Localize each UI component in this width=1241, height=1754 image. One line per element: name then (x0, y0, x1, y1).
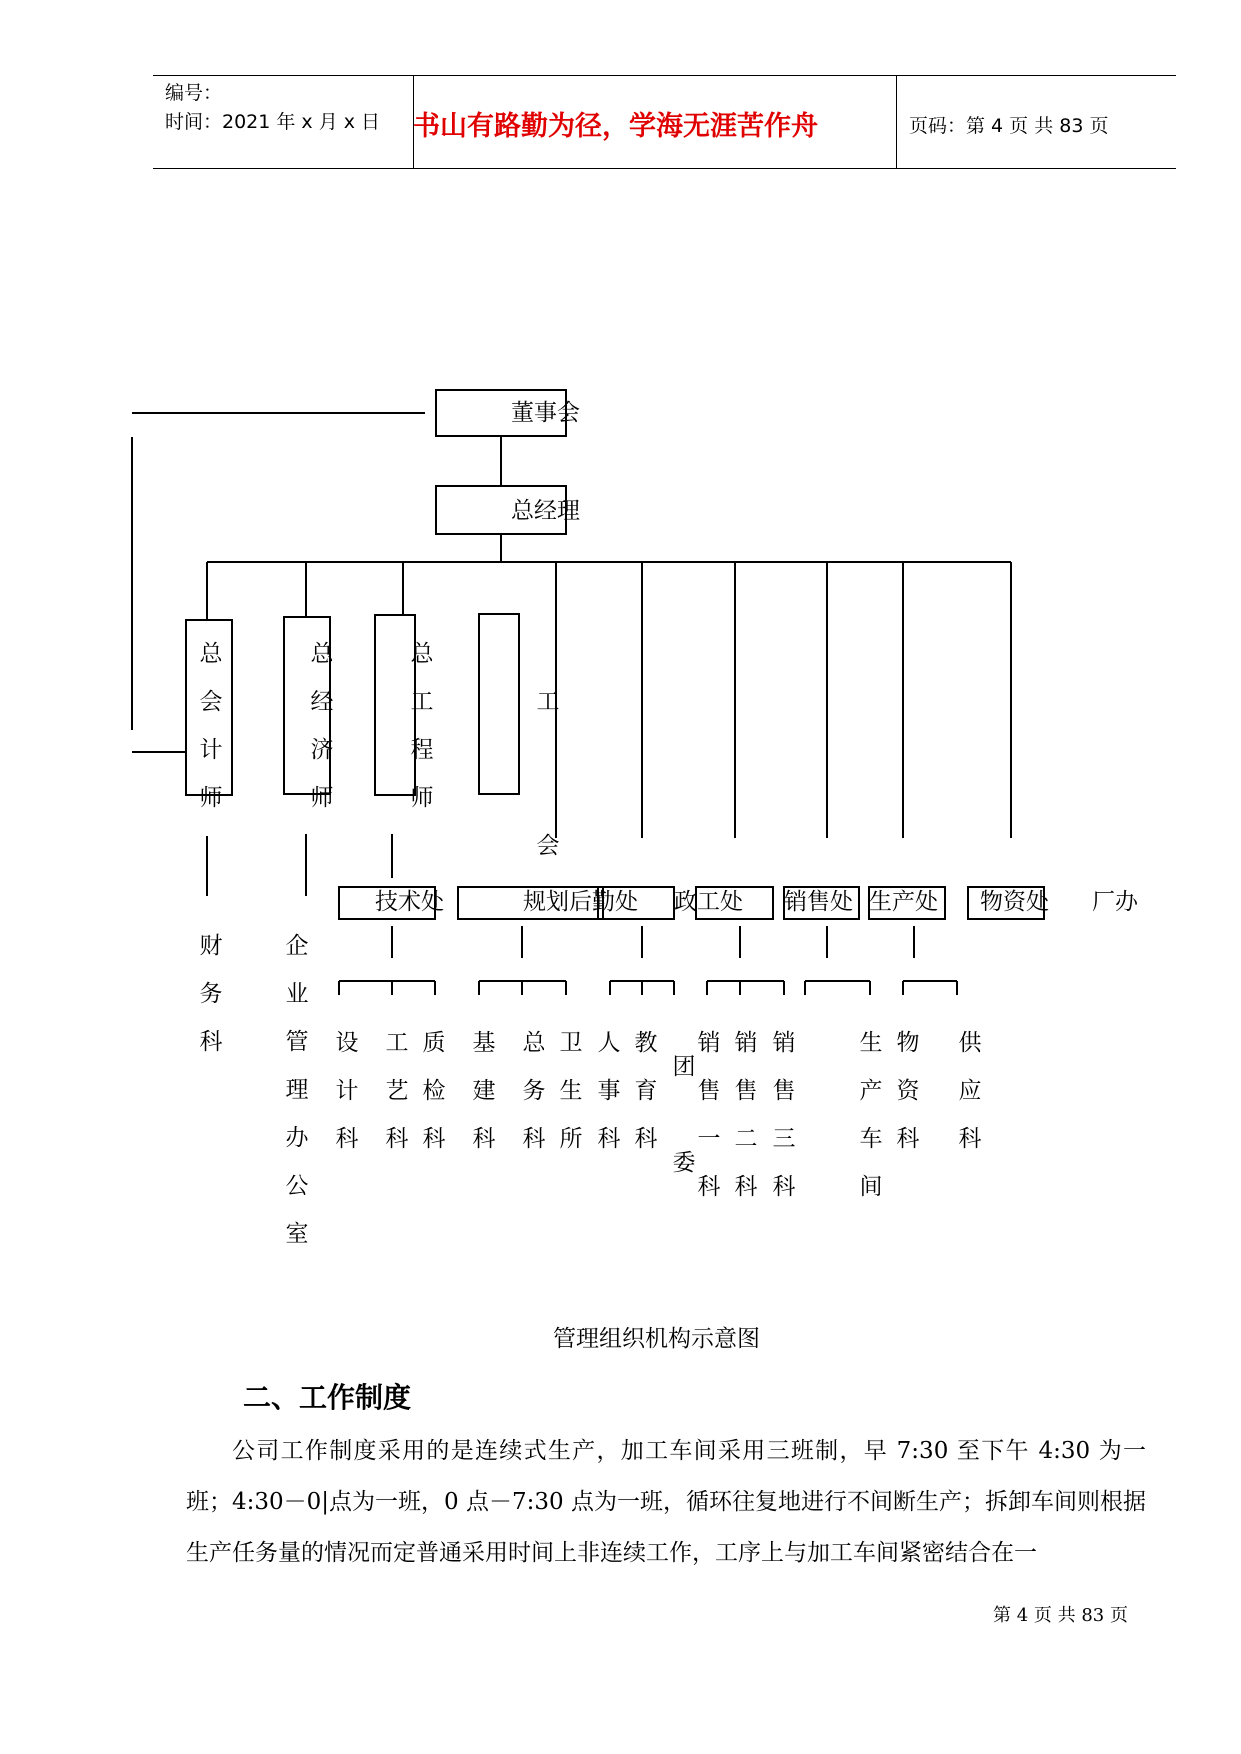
chief-accountant-label: 总会计师 (199, 641, 223, 811)
production-dept-label: 生产处 (869, 889, 938, 915)
header-page-label: 页码：第 4 页 共 83 页 (909, 115, 1109, 137)
general-label: 总务科 (522, 1030, 546, 1152)
tech-dept-label: 技术处 (375, 889, 444, 915)
union-box (479, 614, 519, 794)
process-label: 工艺科 (385, 1030, 409, 1152)
header-number-label: 编号： (165, 82, 223, 104)
header-motto: 书山有路勤为径，学海无涯苦作舟 (413, 111, 818, 142)
union-label: 工会 (536, 689, 560, 859)
hr-label: 人事科 (597, 1030, 621, 1152)
materials-label: 物资科 (896, 1030, 920, 1152)
section-heading: 二、工作制度 (243, 1381, 412, 1414)
sales3-label: 销售三科 (772, 1030, 796, 1200)
material-dept-label: 物资处 (980, 889, 1049, 915)
sales1-label: 销售一科 (697, 1030, 721, 1200)
chart-caption: 管理组织机构示意图 (553, 1326, 760, 1352)
header-time-label: 时间：2021 年 x 月 x 日 (165, 111, 381, 133)
infra-label: 基建科 (472, 1030, 496, 1152)
qc-label: 质检科 (422, 1030, 446, 1152)
office-dept-label: 厂办 (1092, 889, 1138, 915)
workshop-label: 生产车间 (859, 1030, 883, 1200)
political-dept-label: 政工处 (674, 889, 743, 915)
page-footer: 第 4 页 共 83 页 (993, 1605, 1128, 1626)
clinic-label: 卫生所 (559, 1030, 583, 1152)
gm-label: 总经理 (511, 498, 580, 524)
design-label: 设计科 (335, 1030, 359, 1152)
sales2-label: 销售二科 (734, 1030, 758, 1200)
education-label: 教育科 (634, 1030, 658, 1152)
youth-label: 团委 (672, 1054, 696, 1176)
sales-dept-label: 销售处 (784, 889, 853, 915)
work-schedule-paragraph: 公司工作制度采用的是连续式生产，加工车间采用三班制，早 7:30 至下午 4:30 为一班；4:30－0|点为一班，0 点－7:30 点为一班，循环往复地进行不间断生产；拆卸车间则根据生产任务量的情况而定普通采用时间上非连续工作，工序上与加工车间紧密结合在一 (186, 1438, 1146, 1566)
board-label: 董事会 (511, 400, 580, 426)
chief-economist-label: 总经济师 (310, 641, 334, 811)
chief-engineer-label: 总工程师 (410, 641, 434, 811)
enterprise-mgmt-label: 企业管理办公室 (285, 933, 309, 1247)
supply-label: 供应科 (958, 1030, 982, 1152)
planning-dept-label: 规划后勤处 (523, 889, 638, 915)
finance-label: 财务科 (199, 933, 223, 1055)
